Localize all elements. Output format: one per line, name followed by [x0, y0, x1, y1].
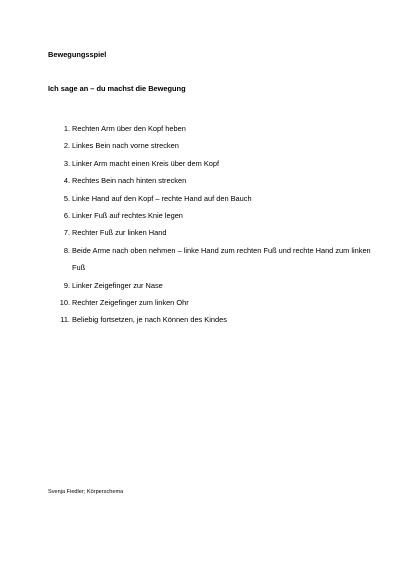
list-item-text: Rechter Fuß zur linken Hand — [72, 228, 167, 238]
list-item-text: Rechter Zeigefinger zum linken Ohr — [72, 298, 189, 308]
list-item-number: 9. — [63, 280, 70, 290]
list-item-number: 10. — [59, 298, 70, 308]
list-item-number: 8. — [63, 245, 70, 255]
list-item — [48, 224, 378, 241]
list-item-number: 7. — [63, 228, 70, 238]
list-item — [48, 137, 378, 154]
list-item-text: Linke Hand auf den Kopf – rechte Hand auf den Bauch — [72, 193, 252, 203]
list-item-text: Linker Fuß auf rechtes Knie legen — [72, 211, 183, 221]
list-item — [48, 120, 378, 137]
list-item-text: Linker Arm macht einen Kreis über dem Kopf — [72, 158, 220, 168]
list-item-number: 5. — [63, 193, 70, 203]
list-item — [48, 190, 378, 207]
list-item-text: Linkes Bein nach vorne strecken — [72, 141, 179, 151]
list-item — [48, 277, 378, 294]
document-title: Bewegungsspiel — [48, 50, 107, 59]
list-item-number: 3. — [63, 158, 70, 168]
list-item-number: 11. — [60, 315, 70, 325]
movement-list — [48, 120, 378, 329]
list-item-number: 4. — [63, 176, 70, 186]
list-item — [48, 155, 378, 172]
list-item-number: 1. — [63, 124, 70, 133]
list-item — [48, 207, 378, 224]
document-subtitle: Ich sage an – du machst die Bewegung — [48, 84, 186, 93]
list-item-text: Rechten Arm über den Kopf heben — [72, 124, 186, 133]
list-item-text: Linker Zeigefinger zur Nase — [72, 280, 163, 290]
list-item-number: 6. — [63, 211, 70, 221]
list-item — [48, 294, 378, 311]
list-item — [48, 172, 378, 189]
list-item-text: Beide Arme nach oben nehmen – linke Hand zum rechten Fuß und rechte Hand zum linken Fuß — [72, 245, 371, 273]
document-footer: Svenja Fiedler; Körperschema — [48, 489, 124, 495]
list-item-number: 2. — [63, 141, 70, 151]
list-item — [48, 242, 378, 277]
list-item-text: Rechtes Bein nach hinten strecken — [72, 176, 187, 186]
list-item — [48, 311, 378, 328]
list-item-text: Beliebig fortsetzen, je nach Können des Kindes — [72, 315, 227, 325]
